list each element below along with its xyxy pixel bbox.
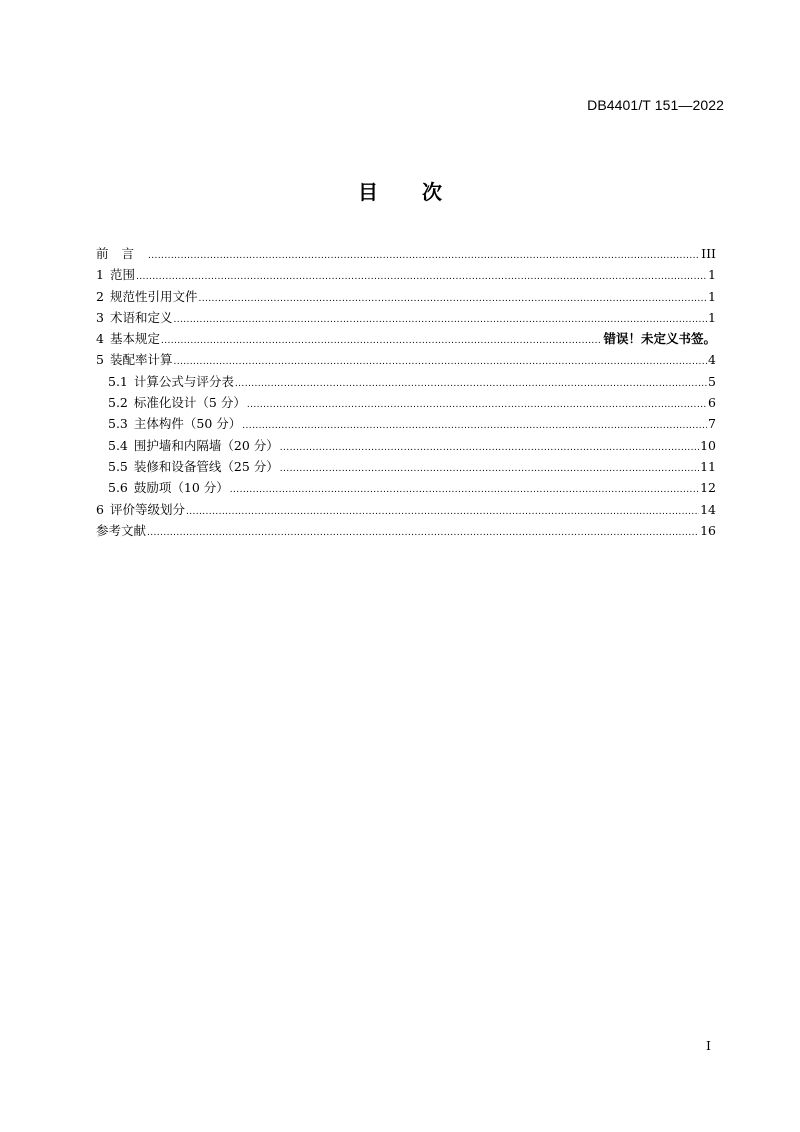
toc-entry-label: 规范性引用文件 xyxy=(109,288,198,304)
toc-leader-dots xyxy=(280,459,699,480)
toc-entry-number: 5.5 xyxy=(108,458,128,474)
toc-entry-5-3[interactable] xyxy=(96,413,716,434)
toc-entry-number: 5 xyxy=(96,352,104,368)
document-code: DB4401/T 151—2022 xyxy=(587,97,724,113)
toc-entry-number: 5.6 xyxy=(108,480,128,496)
toc-entry-label: 前言 xyxy=(96,246,148,261)
toc-entry-page: 7 xyxy=(708,416,716,432)
toc-leader-dots xyxy=(186,502,699,523)
toc-entry-page: 1 xyxy=(708,267,716,283)
toc-entry-assembly-rate[interactable] xyxy=(96,349,716,370)
toc-entry-label: 参考文献 xyxy=(96,522,147,538)
toc-leader-dots xyxy=(235,374,707,395)
toc-entry-label: 基本规定 xyxy=(109,331,160,347)
toc-entry-label: 围护墙和内隔墙（20 分） xyxy=(133,437,279,453)
toc-leader-dots xyxy=(136,267,707,288)
toc-entry-evaluation-grades[interactable] xyxy=(96,499,716,520)
toc-leader-dots xyxy=(230,480,699,501)
toc-entry-label: 鼓励项（10 分） xyxy=(133,480,229,496)
toc-entry-number: 6 xyxy=(96,501,104,517)
toc-entry-page: 11 xyxy=(700,458,716,474)
toc-entry-page: 12 xyxy=(700,480,716,496)
toc-entry-number: 4 xyxy=(96,331,104,347)
toc-entry-bibliography[interactable] xyxy=(96,520,716,541)
table-of-contents xyxy=(96,243,716,541)
toc-entry-5-2[interactable] xyxy=(96,392,716,413)
toc-entry-page: 16 xyxy=(700,522,716,538)
toc-entry-page: 14 xyxy=(700,501,716,517)
toc-entry-number: 5.4 xyxy=(108,437,128,453)
toc-entry-label: 评价等级划分 xyxy=(109,501,185,517)
toc-entry-page: 6 xyxy=(708,395,716,411)
toc-leader-dots xyxy=(161,331,603,352)
toc-entry-5-1[interactable] xyxy=(96,371,716,392)
toc-leader-dots xyxy=(148,246,700,267)
toc-entry-page: 1 xyxy=(708,309,716,325)
toc-entry-label: 主体构件（50 分） xyxy=(133,416,242,432)
toc-entry-page: 10 xyxy=(700,437,716,453)
page-title: 目次 xyxy=(358,180,486,204)
toc-entry-number: 2 xyxy=(96,288,104,304)
toc-leader-dots xyxy=(242,416,707,437)
toc-entry-number: 5.3 xyxy=(108,416,128,432)
toc-entry-5-6[interactable] xyxy=(96,477,716,498)
toc-entry-number: 3 xyxy=(96,309,104,325)
toc-entry-number: 5.2 xyxy=(108,395,128,411)
toc-entry-label: 装修和设备管线（25 分） xyxy=(133,458,279,474)
toc-entry-label: 标准化设计（5 分） xyxy=(133,395,246,411)
toc-entry-page: 4 xyxy=(708,352,716,368)
toc-leader-dots xyxy=(280,438,699,459)
toc-entry-page-error: 错误！未定义书签。 xyxy=(603,331,716,347)
toc-entry-label: 范围 xyxy=(109,267,135,283)
toc-entry-page: III xyxy=(701,246,716,261)
toc-entry-normative-references[interactable] xyxy=(96,286,716,307)
toc-entry-basic-provisions[interactable] xyxy=(96,328,716,349)
toc-entry-page: 5 xyxy=(708,373,716,389)
toc-leader-dots xyxy=(147,523,699,544)
toc-leader-dots xyxy=(198,289,707,310)
toc-leader-dots xyxy=(173,352,707,373)
toc-entry-5-5[interactable] xyxy=(96,456,716,477)
toc-entry-number: 1 xyxy=(96,267,104,283)
toc-entry-number: 5.1 xyxy=(108,373,128,389)
toc-entry-5-4[interactable] xyxy=(96,435,716,456)
page-number: I xyxy=(706,1038,711,1053)
toc-entry-scope[interactable] xyxy=(96,264,716,285)
toc-leader-dots xyxy=(247,395,707,416)
toc-entry-label: 术语和定义 xyxy=(109,309,173,325)
toc-entry-page: 1 xyxy=(708,288,716,304)
toc-entry-label: 装配率计算 xyxy=(109,352,173,368)
toc-entry-terms-definitions[interactable] xyxy=(96,307,716,328)
toc-entry-label: 计算公式与评分表 xyxy=(133,373,234,389)
toc-entry-foreword[interactable] xyxy=(96,243,716,264)
